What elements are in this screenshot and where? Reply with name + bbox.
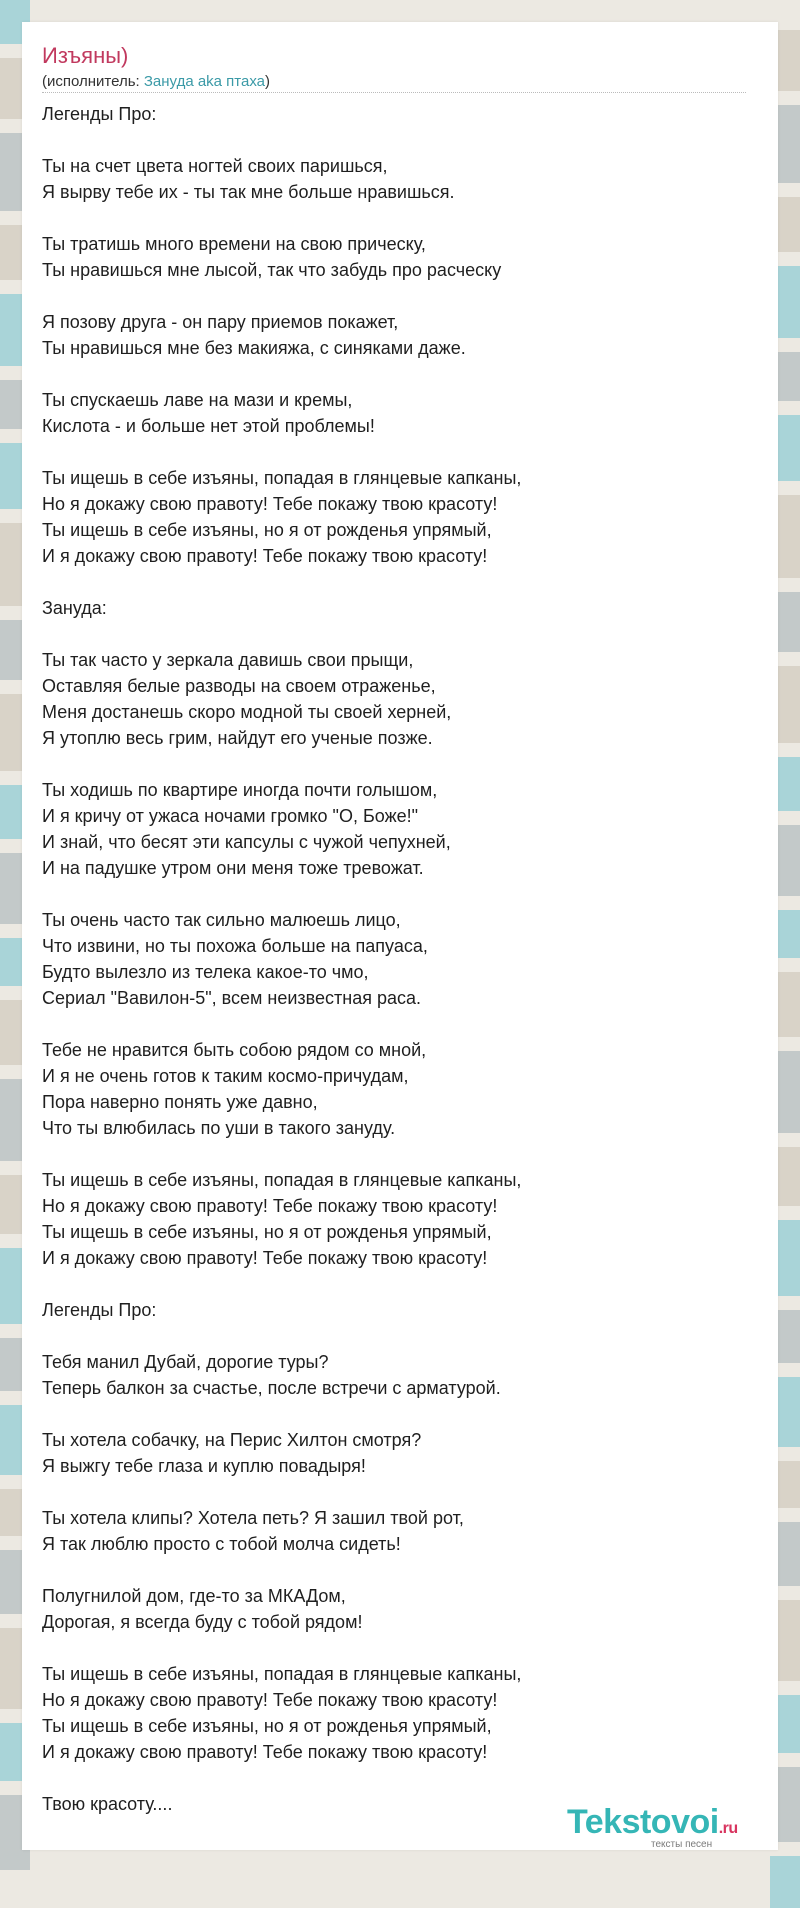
lyrics-blank-line — [42, 1557, 742, 1583]
header-divider — [42, 92, 746, 93]
lyrics-line: Меня достанешь скоро модной ты своей херней, — [42, 702, 452, 722]
lyrics-line: Я выжгу тебе глаза и куплю повадыря! — [42, 1456, 366, 1476]
lyrics-line: Ты хотела собачку, на Перис Хилтон смотря? — [42, 1430, 422, 1450]
artist-prefix: (исполнитель: — [42, 73, 144, 90]
lyrics-blank-line — [42, 1011, 742, 1037]
lyrics-line: Сериал "Вавилон-5", всем неизвестная раса. — [42, 988, 422, 1008]
lyrics-blank-line — [42, 1479, 742, 1505]
lyrics-line: Что ты влюбилась по уши в такого зануду. — [42, 1118, 396, 1138]
lyrics-line: Легенды Про: — [42, 1300, 157, 1320]
lyrics-line: Я вырву тебе их - ты так мне больше нравишься. — [42, 182, 455, 202]
logo-tagline: тексты песен — [651, 1839, 713, 1850]
lyrics-line: Пора наверно понять уже давно, — [42, 1092, 318, 1112]
lyrics-line: Я позову друга - он пару приемов покажет, — [42, 312, 399, 332]
artist-line — [42, 73, 270, 90]
lyrics-line: Ты ищешь в себе изъяны, но я от рожденья упрямый, — [42, 1716, 492, 1736]
lyrics-line: Ты так часто у зеркала давишь свои прыщи, — [42, 650, 414, 670]
lyrics-line: Ты ищешь в себе изъяны, но я от рожденья упрямый, — [42, 520, 492, 540]
lyrics-line: Теперь балкон за счастье, после встречи с арматурой. — [42, 1378, 501, 1398]
lyrics-line: Легенды Про: — [42, 104, 157, 124]
lyrics-blank-line — [42, 1323, 742, 1349]
lyrics-line: И на падушке утром они меня тоже тревожат. — [42, 858, 424, 878]
lyrics-line: Ты нравишься мне без макияжа, с синяками даже. — [42, 338, 466, 358]
logo-wordmark — [567, 1803, 738, 1842]
lyrics-blank-line — [42, 439, 742, 465]
lyrics-line: Ты нравишься мне лысой, так что забудь про расческу — [42, 260, 502, 280]
lyrics-blank-line — [42, 1765, 742, 1791]
lyrics-line: И я кричу от ужаса ночами громко "О, Боже!" — [42, 806, 419, 826]
song-title: Изъяны) — [42, 43, 129, 68]
lyrics-line: Но я докажу свою правоту! Тебе покажу твою красоту! — [42, 1196, 498, 1216]
lyrics-line: Ты ищешь в себе изъяны, но я от рожденья упрямый, — [42, 1222, 492, 1242]
lyrics-line: Полугнилой дом, где-то за МКАДом, — [42, 1586, 346, 1606]
lyrics-blank-line — [42, 751, 742, 777]
lyrics-blank-line — [42, 1401, 742, 1427]
lyrics-card — [22, 22, 778, 1850]
lyrics-blank-line — [42, 569, 742, 595]
lyrics-line: Ты ходишь по квартире иногда почти голышом, — [42, 780, 438, 800]
lyrics-line: И я докажу свою правоту! Тебе покажу твою красоту! — [42, 1742, 488, 1762]
lyrics-line: И я докажу свою правоту! Тебе покажу твою красоту! — [42, 546, 488, 566]
lyrics-line: Но я докажу свою правоту! Тебе покажу твою красоту! — [42, 1690, 498, 1710]
lyrics-line: Я утоплю весь грим, найдут его ученые позже. — [42, 728, 433, 748]
lyrics-line: Ты очень часто так сильно малюешь лицо, — [42, 910, 401, 930]
stripe-segment — [770, 1856, 800, 1908]
lyrics-blank-line — [42, 621, 742, 647]
lyrics-line: Ты хотела клипы? Хотела петь? Я зашил твой рот, — [42, 1508, 464, 1528]
lyrics-line: Кислота - и больше нет этой проблемы! — [42, 416, 375, 436]
lyrics-line: Зануда: — [42, 598, 107, 618]
lyrics-line: И знай, что бесят эти капсулы с чужой чепухней, — [42, 832, 451, 852]
lyrics-line: И я не очень готов к таким космо-причудам, — [42, 1066, 409, 1086]
logo-tld: .ru — [718, 1820, 738, 1837]
lyrics-line: Ты ищешь в себе изъяны, попадая в глянцевые капканы, — [42, 1170, 522, 1190]
lyrics-text — [42, 101, 742, 1817]
lyrics-line: И я докажу свою правоту! Тебе покажу твою красоту! — [42, 1248, 488, 1268]
lyrics-line: Но я докажу свою правоту! Тебе покажу твою красоту! — [42, 494, 498, 514]
lyrics-blank-line — [42, 205, 742, 231]
lyrics-line: Ты спускаешь лаве на мази и кремы, — [42, 390, 353, 410]
lyrics-line: Ты на счет цвета ногтей своих паришься, — [42, 156, 388, 176]
lyrics-line: Будто вылезло из телека какое-то чмо, — [42, 962, 369, 982]
lyrics-line: Оставляя белые разводы на своем отраженье, — [42, 676, 436, 696]
lyrics-line: Твою красоту.... — [42, 1794, 173, 1814]
lyrics-blank-line — [42, 1141, 742, 1167]
lyrics-line: Я так люблю просто с тобой молча сидеть! — [42, 1534, 401, 1554]
tekstovoi-logo[interactable] — [567, 1803, 767, 1849]
logo-name: Tekstovoi — [567, 1803, 719, 1841]
lyrics-line: Тебя манил Дубай, дорогие туры? — [42, 1352, 329, 1372]
lyrics-blank-line — [42, 283, 742, 309]
lyrics-line: Ты ищешь в себе изъяны, попадая в глянцевые капканы, — [42, 468, 522, 488]
lyrics-line: Ты тратишь много времени на свою прическу, — [42, 234, 426, 254]
lyrics-line: Что извини, но ты похожа больше на папуаса, — [42, 936, 428, 956]
lyrics-blank-line — [42, 361, 742, 387]
lyrics-blank-line — [42, 881, 742, 907]
lyrics-blank-line — [42, 1271, 742, 1297]
artist-suffix: ) — [265, 73, 271, 90]
lyrics-line: Ты ищешь в себе изъяны, попадая в глянцевые капканы, — [42, 1664, 522, 1684]
lyrics-blank-line — [42, 1635, 742, 1661]
artist-link[interactable]: Зануда aka птаха — [143, 73, 266, 90]
lyrics-line: Тебе не нравится быть собою рядом со мной, — [42, 1040, 427, 1060]
lyrics-line: Дорогая, я всегда буду с тобой рядом! — [42, 1612, 363, 1632]
lyrics-blank-line — [42, 127, 742, 153]
